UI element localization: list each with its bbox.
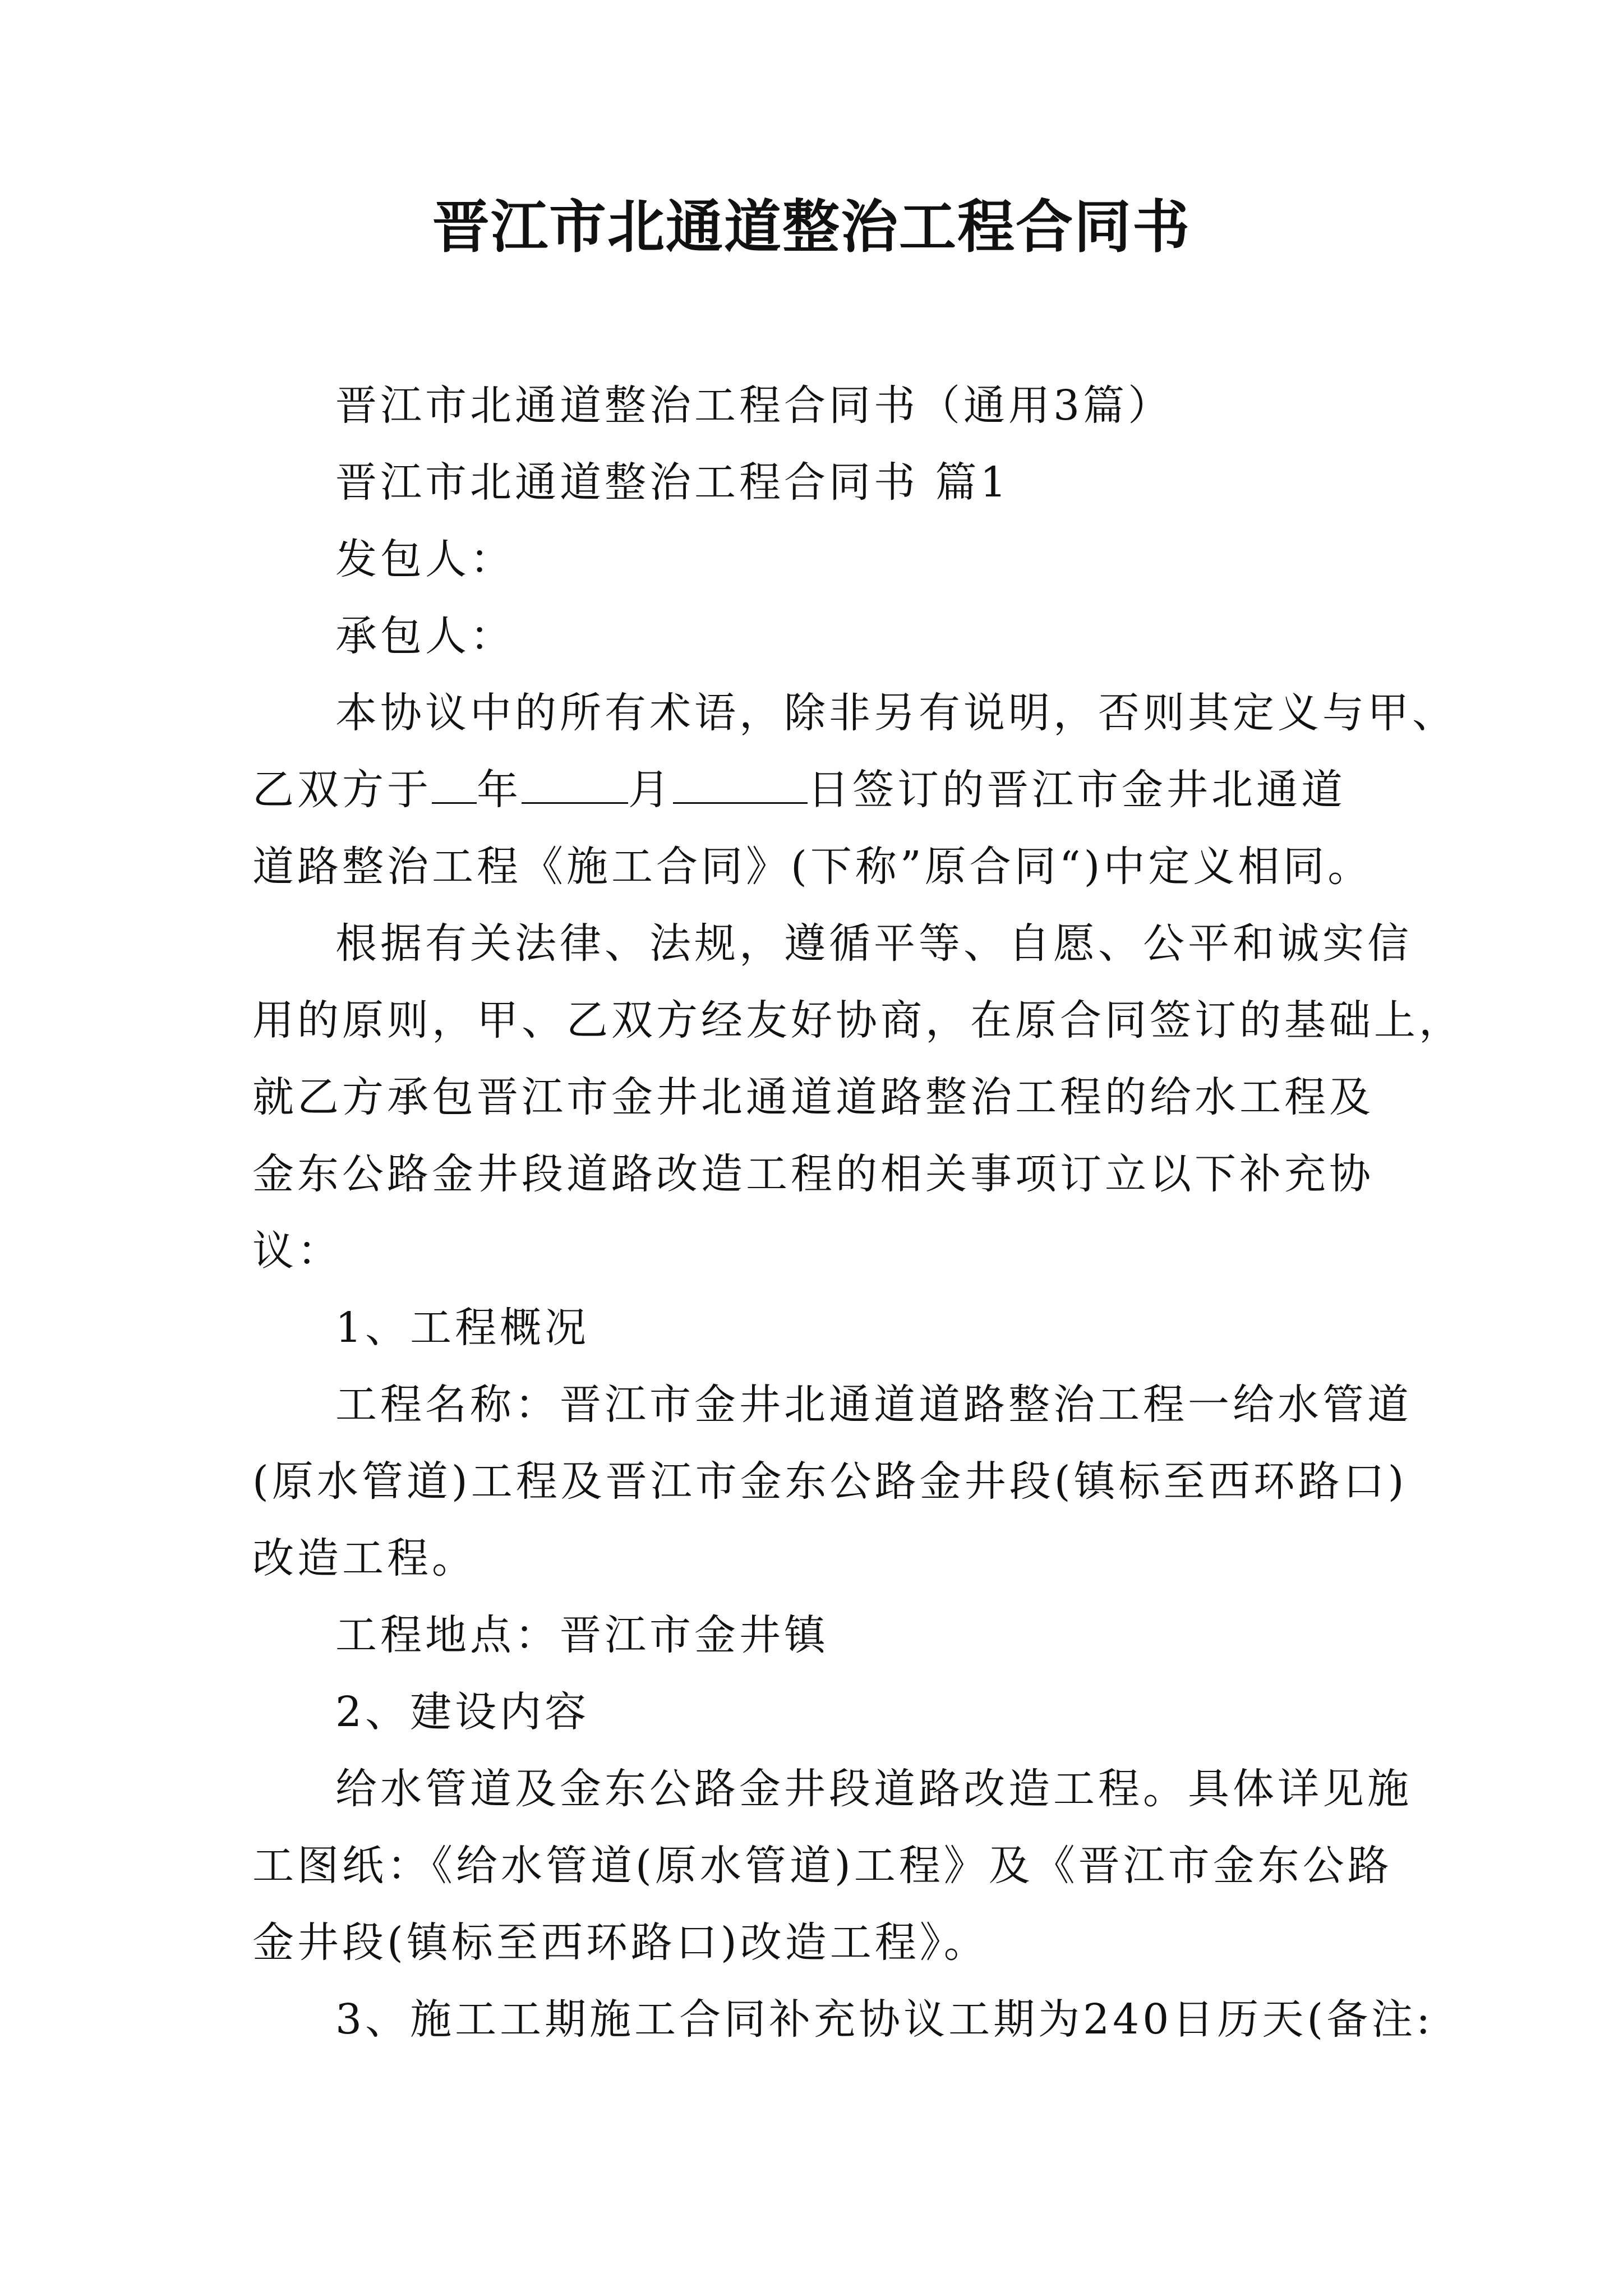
project-location: 工程地点：晋江市金井镇 — [335, 1611, 829, 1659]
legal-basis-line-3: 就乙方承包晋江市金井北通道道路整治工程的给水工程及 — [252, 1073, 1374, 1121]
clause-1-heading: 1、工程概况 — [335, 1304, 590, 1352]
terms-paragraph-line-3: 道路整治工程《施工合同》(下称”原合同“)中定义相同。 — [252, 843, 1373, 891]
legal-basis-line-5: 议： — [252, 1227, 342, 1275]
year-blank — [432, 802, 477, 804]
employer-label: 发包人： — [335, 535, 515, 583]
day-blank — [673, 802, 808, 804]
date-suffix: 日签订的晋江市金井北通道 — [808, 766, 1346, 814]
clause-3-line: 3、施工工期施工合同补充协议工期为240日历天(备注: — [335, 1995, 1434, 2044]
project-name-line-2: (原水管道)工程及晋江市金东公路金井段(镇标至西环路口) — [252, 1457, 1408, 1506]
document-title: 晋江市北通道整治工程合同书 — [432, 194, 1191, 261]
legal-basis-line-1: 根据有关法律、法规，遵循平等、自愿、公平和诚实信 — [335, 919, 1412, 968]
project-name-line-1: 工程名称：晋江市金井北通道道路整治工程一给水管道 — [335, 1381, 1412, 1429]
document-body — [252, 367, 1464, 2058]
contractor-label: 承包人： — [335, 612, 515, 660]
project-name-line-3: 改造工程。 — [252, 1534, 477, 1582]
subtitle-line: 晋江市北通道整治工程合同书（通用3篇） — [335, 381, 1173, 430]
clause-2-heading: 2、建设内容 — [335, 1688, 590, 1736]
terms-paragraph-line-1: 本协议中的所有术语，除非另有说明，否则其定义与甲、 — [335, 689, 1457, 737]
scope-line-2: 工图纸：《给水管道(原水管道)工程》及《晋江市金东公路 — [252, 1842, 1393, 1890]
legal-basis-line-4: 金东公路金井段道路改造工程的相关事项订立以下补充协 — [252, 1150, 1374, 1198]
scope-line-1: 给水管道及金东公路金井段道路改造工程。具体详见施 — [335, 1765, 1412, 1813]
date-prefix: 乙双方于 — [252, 766, 432, 814]
month-blank — [522, 802, 628, 804]
legal-basis-line-2: 用的原则，甲、乙双方经友好协商，在原合同签订的基础上， — [252, 996, 1464, 1045]
scope-line-3: 金井段(镇标至西环路口)改造工程》。 — [252, 1918, 989, 1967]
terms-paragraph-line-2 — [252, 752, 1391, 829]
year-label: 年 — [477, 766, 522, 814]
month-label: 月 — [628, 766, 673, 814]
section-heading: 晋江市北通道整治工程合同书 篇1 — [335, 458, 1010, 507]
